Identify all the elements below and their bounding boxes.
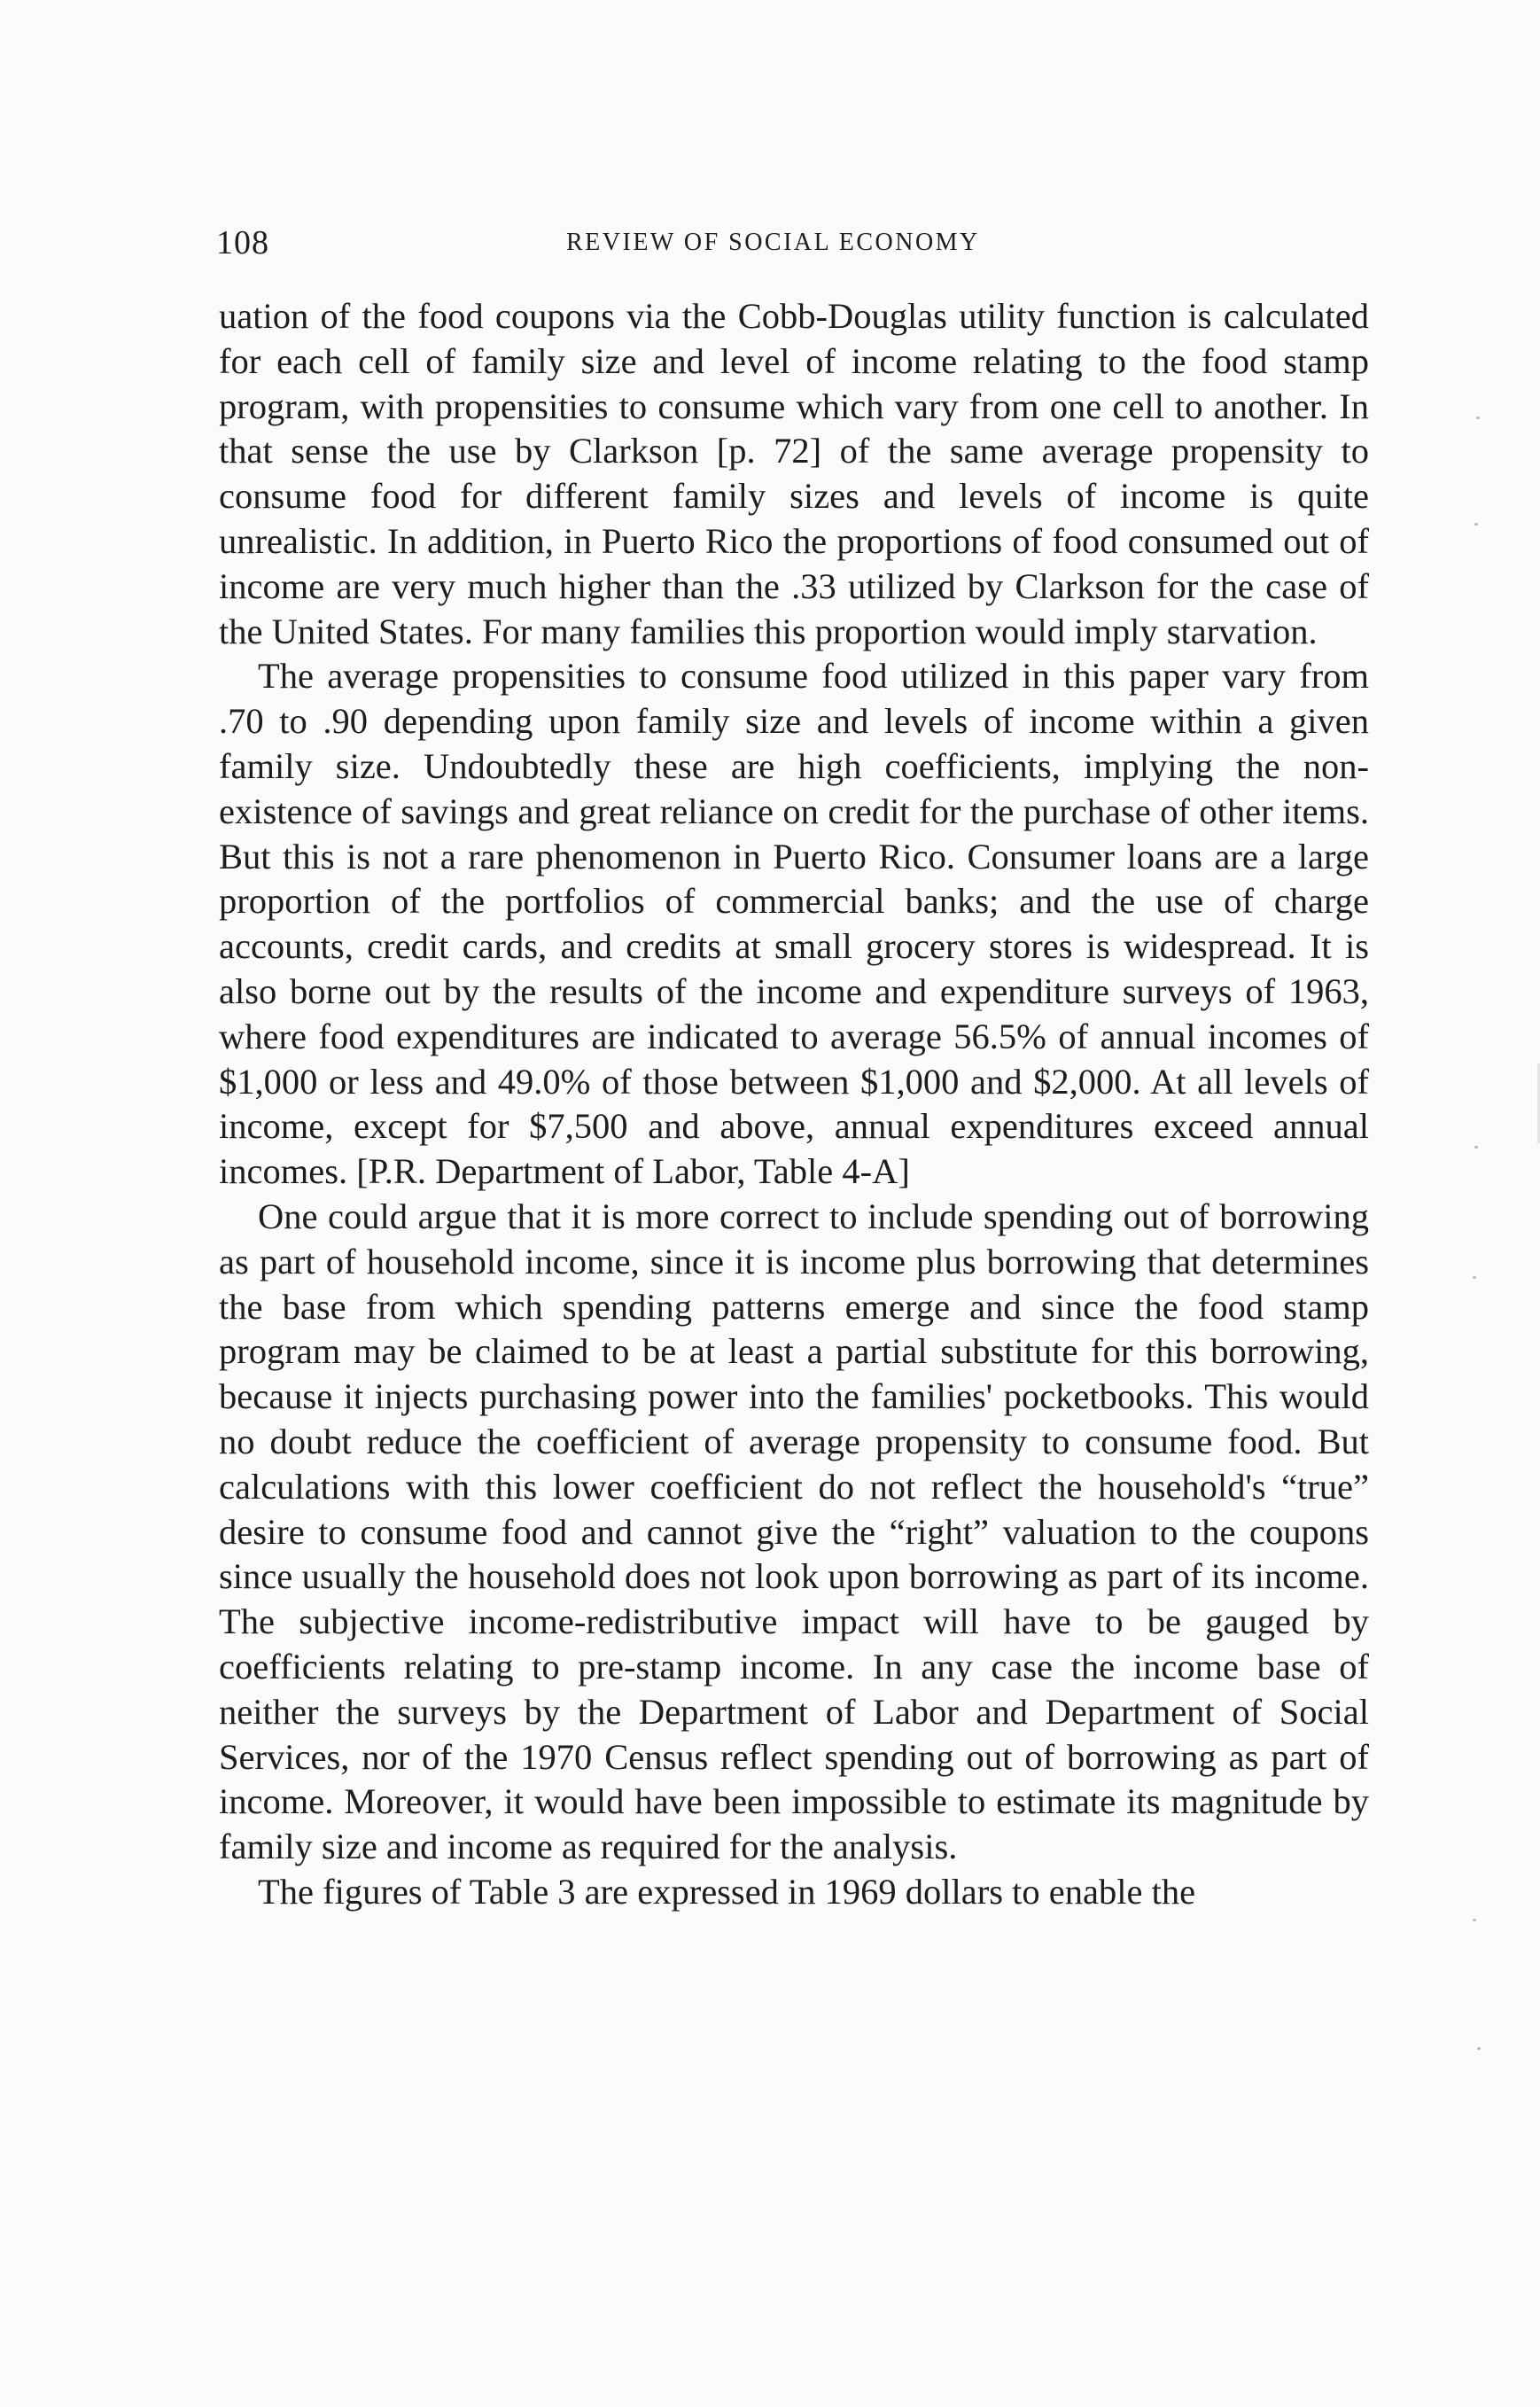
running-head: REVIEW OF SOCIAL ECONOMY — [566, 229, 980, 256]
scan-speck — [1473, 1919, 1476, 1921]
scan-speck — [1474, 523, 1478, 526]
page-number: 108 — [216, 224, 269, 261]
paragraph-table-3: The figures of Table 3 are expressed in 1969 dollars to enable the — [258, 1871, 1196, 1912]
paragraph-continuation: uation of the food coupons via the Cobb-Douglas utility function is calculated for each cell of family size and level of income relating to the food stamp program, with propensities to consume which vary from one cell to another. In that sense the use by Clarkson [p. 72] of the same average propensity to consume food for different family sizes and levels of income is quite unrealistic. In addition, in Puerto Rico the proportions of food consumed out of income are very much higher than the .33 utilized by Clarkson for the case of the United States. For many families this proportion would imply starvation. — [219, 296, 1369, 651]
page-header — [216, 223, 1368, 268]
paragraph-borrowing: One could argue that it is more correct to include spending out of borrowing as part of household income, since it is income plus borrowing that determines the base from which spending patterns emerge and since the food stamp program may be claimed to be at least a partial substitute for this borrowing, because it injects purchasing power into the families' pocketbooks. This would no doubt reduce the coefficient of average propensity to consume food. But calculations with this lower coefficient do not reflect the household's “true” desire to consume food and cannot give the “right” valuation to the coupons since usually the household does not look upon borrowing as part of its income. The subjective income-redistributive impact will have to be gauged by coefficients relating to pre-stamp income. In any case the income base of neither the surveys by the Department of Labor and Department of Social Services, nor of the 1970 Census reflect spending out of borrowing as part of income. Moreover, it would have been impossible to estimate its magnitude by family size and income as required for the analysis. — [219, 1196, 1369, 1867]
scan-speck — [1474, 1146, 1478, 1149]
paragraph-propensities: The average propensities to consume food utilized in this paper vary from .70 to .90 depending upon family size and levels of income within a given family size. Undoubtedly these are high coefficients, implying the non-existence of savings and great reliance on credit for the purchase of other items. But this is not a rare phenomenon in Puerto Rico. Consumer loans are a large proportion of the portfolios of commercial banks; and the use of charge accounts, credit cards, and credits at small grocery stores is widespread. It is also borne out by the results of the income and expenditure surveys of 1963, where food expenditures are indicated to average 56.5% of annual incomes of $1,000 or less and 49.0% of those between $1,000 and $2,000. At all levels of income, except for $7,500 and above, annual expenditures exceed annual incomes. [P.R. Department of Labor, Table 4-A] — [219, 656, 1369, 1192]
body-text — [219, 294, 1369, 1915]
scan-speck — [1473, 1276, 1476, 1279]
scan-speck — [1476, 417, 1480, 419]
scan-speck — [1477, 2047, 1481, 2050]
